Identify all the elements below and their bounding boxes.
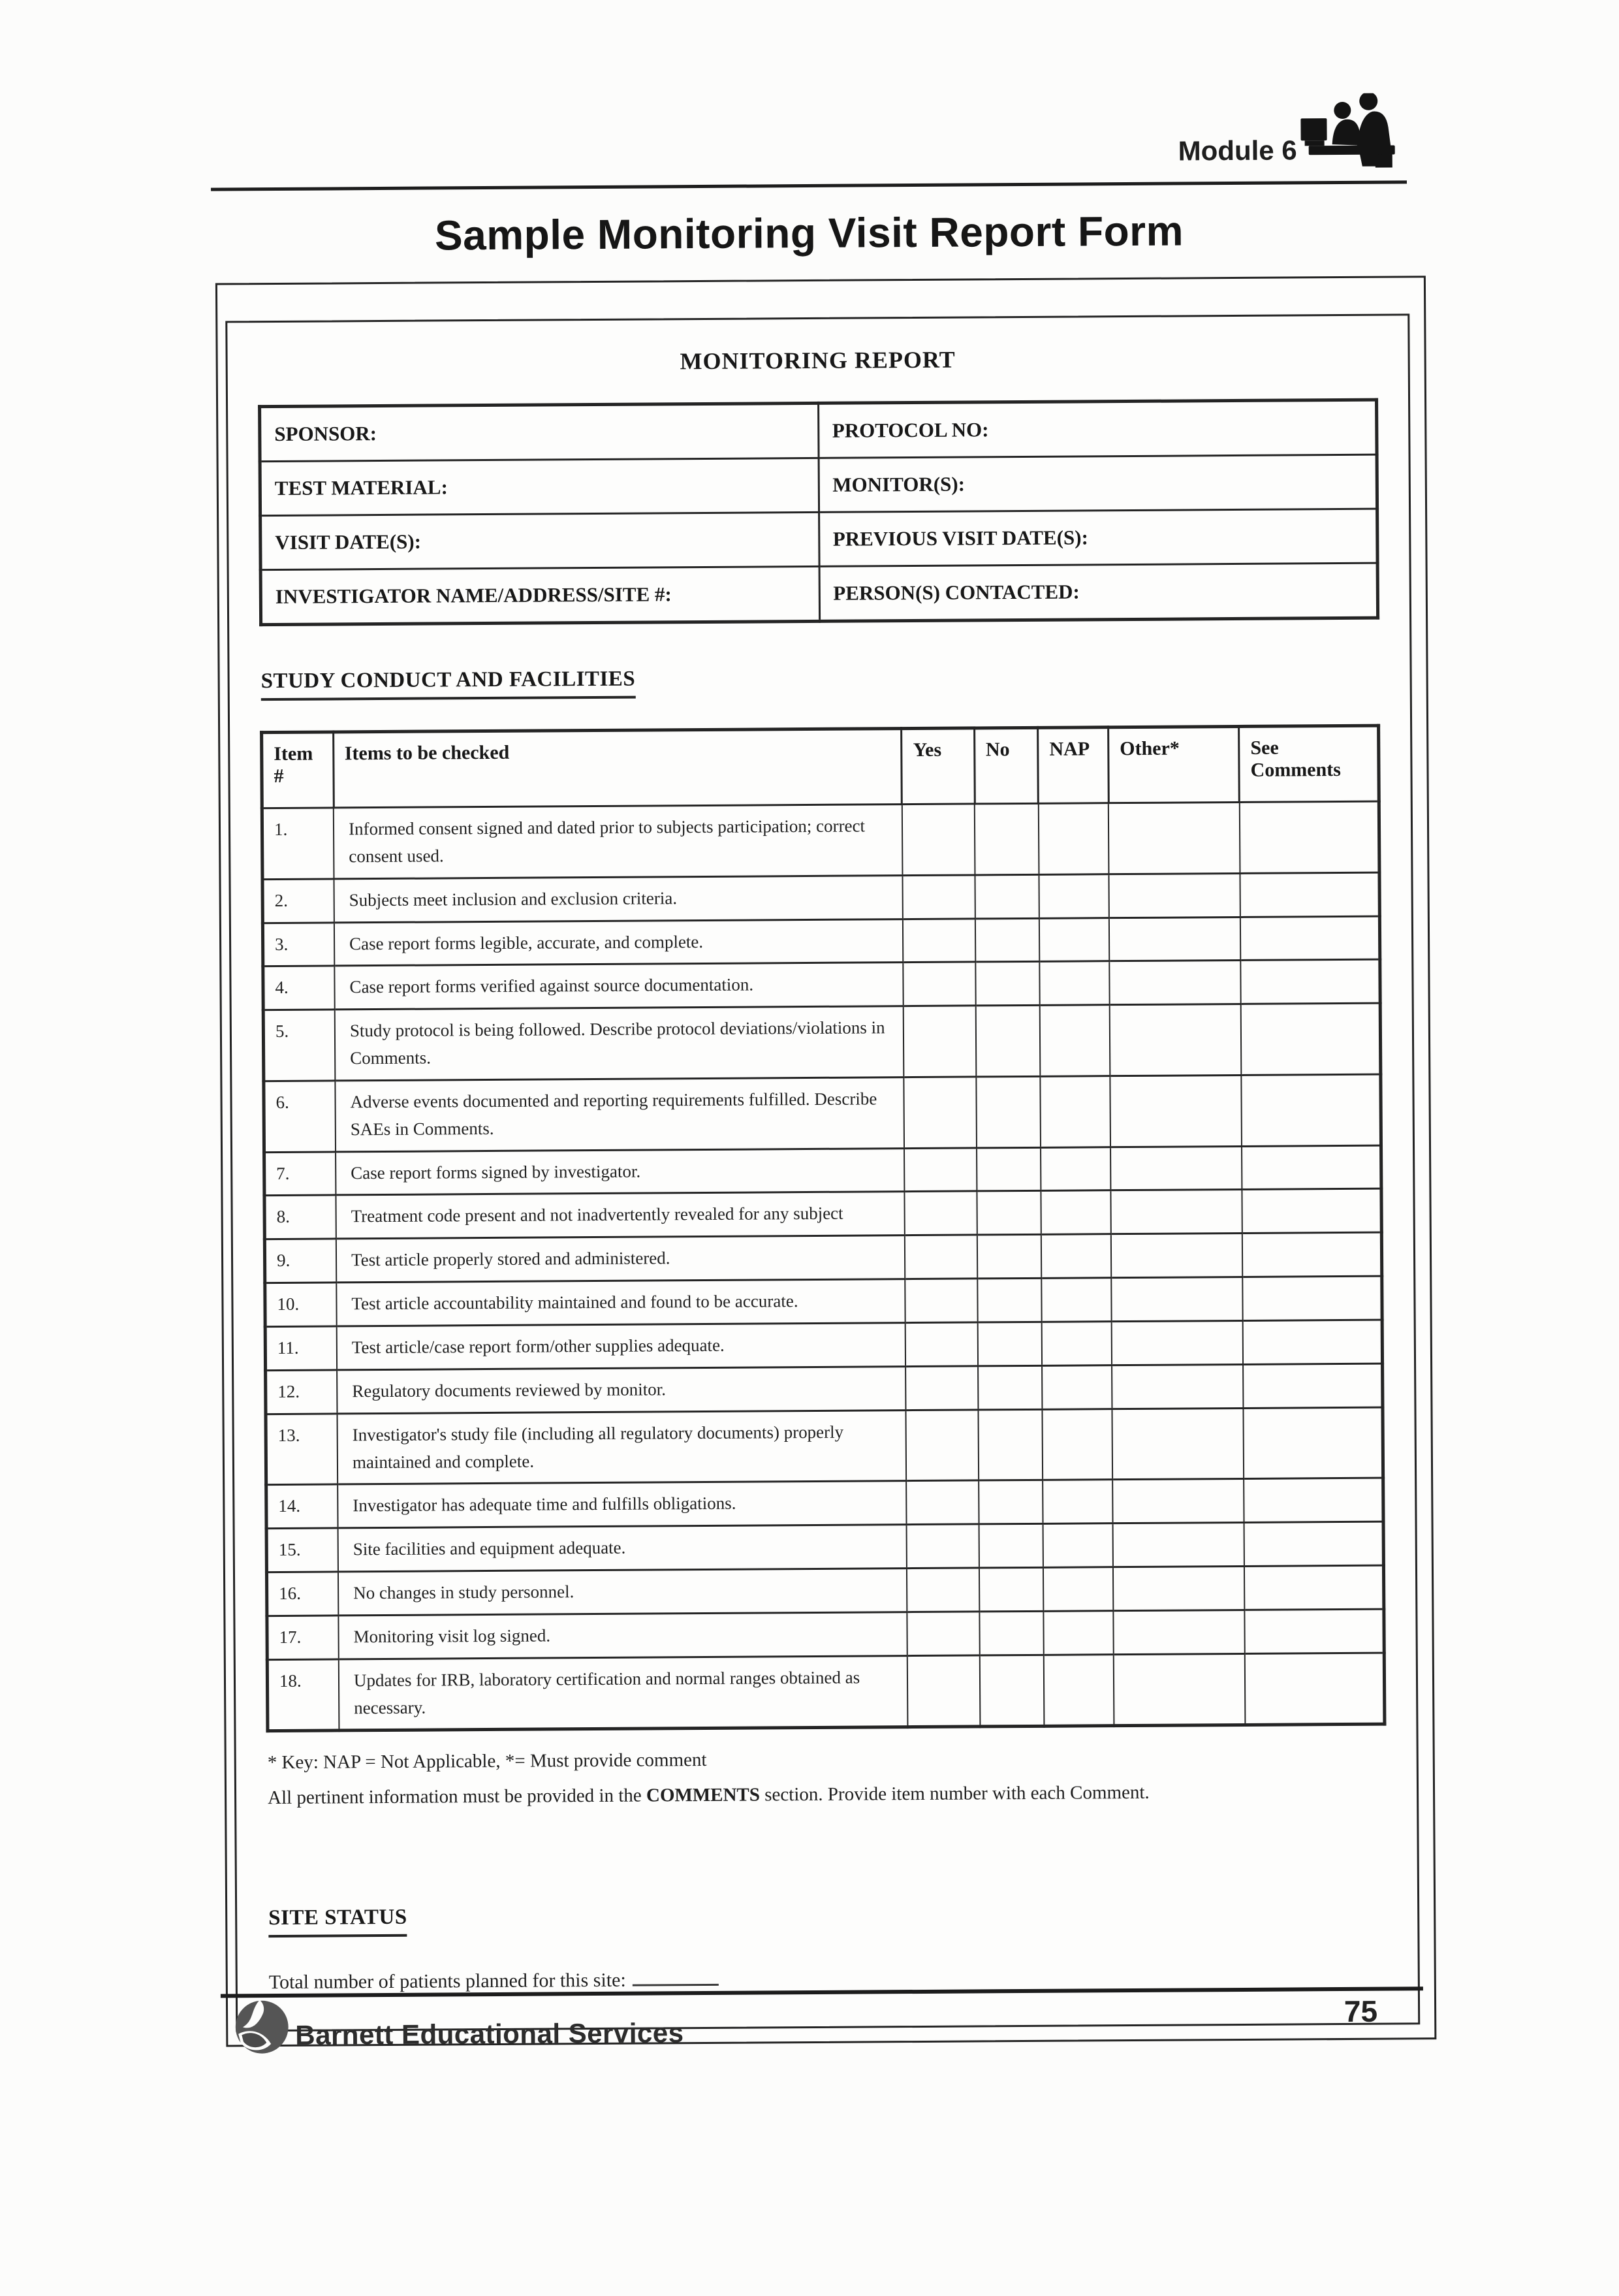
- checklist-header-row: [262, 725, 1379, 808]
- check-cell: [1114, 1653, 1245, 1726]
- check-cell: [905, 1322, 979, 1367]
- checklist-row: [262, 801, 1379, 879]
- check-cell: [1109, 917, 1240, 961]
- brand-logo-icon: [234, 1999, 291, 2056]
- check-cell: [1039, 961, 1110, 1006]
- check-cell: [1109, 873, 1240, 917]
- checklist-row: [267, 1653, 1385, 1731]
- report-fields-table: [258, 398, 1379, 626]
- check-cell: [976, 1076, 1040, 1147]
- check-cell: [902, 875, 975, 919]
- check-cell: [1043, 1567, 1114, 1612]
- check-cell: [905, 1366, 979, 1411]
- section-title-site-status: SITE STATUS: [268, 1905, 407, 1937]
- item-number: 6.: [264, 1081, 336, 1152]
- check-cell: [904, 1191, 977, 1236]
- check-cell: [1041, 1190, 1111, 1235]
- checklist-row: [265, 1276, 1382, 1326]
- checklist-row: [266, 1565, 1383, 1616]
- field-label: PREVIOUS VISIT DATE(S):: [819, 509, 1377, 566]
- checklist-row: [263, 960, 1380, 1010]
- col-header-yes: Yes: [902, 728, 975, 805]
- item-number: 10.: [265, 1283, 337, 1327]
- check-cell: [1112, 1408, 1244, 1480]
- check-cell: [905, 1235, 978, 1279]
- check-cell: [1038, 803, 1108, 874]
- check-cell: [1240, 872, 1379, 917]
- check-cell: [977, 1191, 1041, 1235]
- module-people-icon: [1299, 93, 1404, 172]
- item-text: Treatment code present and not inadvertently revealed for any subject: [336, 1192, 904, 1239]
- field-label: MONITOR(S):: [819, 454, 1377, 512]
- field-row: [260, 563, 1377, 624]
- check-cell: [975, 803, 1039, 874]
- check-cell: [904, 1077, 977, 1148]
- checklist-row: [266, 1407, 1383, 1485]
- check-cell: [1039, 917, 1110, 962]
- check-cell: [902, 804, 975, 875]
- item-number: 11.: [265, 1326, 337, 1371]
- check-cell: [979, 1567, 1043, 1611]
- item-text: Case report forms verified against source documentation.: [334, 963, 903, 1010]
- item-text: Updates for IRB, laboratory certification and normal ranges obtained as necessary.: [339, 1655, 908, 1730]
- check-cell: [975, 918, 1039, 962]
- checklist-row: [266, 1363, 1383, 1414]
- check-cell: [1041, 1278, 1112, 1322]
- item-number: 7.: [264, 1152, 336, 1196]
- check-cell: [1242, 1276, 1382, 1320]
- item-text: Adverse events documented and reporting requirements fulfilled. Describe SAEs in Comments.: [335, 1077, 904, 1152]
- check-cell: [1039, 874, 1109, 918]
- field-label: VISIT DATE(S):: [260, 512, 819, 569]
- form-outer-box: [215, 276, 1436, 2047]
- key-block: [268, 1739, 1387, 1816]
- check-cell: [1243, 1363, 1383, 1408]
- check-cell: [1042, 1409, 1112, 1480]
- fields-tbody: [260, 400, 1378, 624]
- checklist-row: [262, 872, 1379, 923]
- checklist-row: [264, 1074, 1381, 1152]
- item-text: Investigator has adequate time and fulfills obligations.: [338, 1481, 906, 1528]
- check-cell: [1040, 1076, 1110, 1147]
- total-patients-blank: [633, 1981, 719, 1986]
- check-cell: [1242, 1145, 1381, 1190]
- check-cell: [1043, 1480, 1113, 1524]
- item-text: Case report forms legible, accurate, and complete.: [334, 919, 903, 966]
- check-cell: [1240, 1003, 1381, 1075]
- item-number: 17.: [267, 1616, 339, 1660]
- check-cell: [1112, 1320, 1243, 1365]
- check-cell: [975, 962, 1039, 1006]
- item-number: 12.: [266, 1370, 338, 1414]
- item-number: 14.: [266, 1484, 338, 1529]
- check-cell: [906, 1524, 979, 1569]
- key-line-2-comments: COMMENTS: [646, 1784, 761, 1806]
- check-cell: [906, 1480, 979, 1525]
- item-text: Informed consent signed and dated prior to subjects participation; correct consent used.: [334, 805, 903, 879]
- check-cell: [903, 962, 976, 1006]
- checklist-row: [264, 1145, 1381, 1196]
- check-cell: [978, 1322, 1042, 1365]
- check-cell: [1113, 1523, 1244, 1567]
- check-cell: [1041, 1234, 1111, 1279]
- check-cell: [977, 1278, 1041, 1322]
- check-cell: [1039, 1005, 1110, 1076]
- check-cell: [1111, 1234, 1242, 1278]
- check-cell: [976, 1006, 1040, 1077]
- item-text: Study protocol is being followed. Describe protocol deviations/violations in Comments.: [335, 1006, 904, 1081]
- checklist-row: [263, 1003, 1381, 1081]
- key-line-2-pre: All pertinent information must be provided in the: [267, 1785, 647, 1809]
- check-cell: [979, 1524, 1043, 1568]
- check-cell: [1244, 1478, 1383, 1522]
- check-cell: [903, 918, 976, 963]
- check-cell: [1244, 1522, 1383, 1566]
- item-number: 15.: [266, 1528, 338, 1572]
- key-line-2-post: section. Provide item number with each Comment.: [759, 1781, 1150, 1806]
- check-cell: [1041, 1322, 1112, 1366]
- col-header-item-num: Item #: [262, 732, 334, 808]
- brand-row: [234, 1996, 684, 2055]
- check-cell: [1108, 802, 1240, 874]
- check-cell: [1240, 960, 1380, 1004]
- item-text: Case report forms signed by investigator.: [336, 1148, 904, 1195]
- item-text: Test article properly stored and administered.: [336, 1236, 905, 1283]
- checklist-tbody: [262, 801, 1385, 1731]
- item-number: 13.: [266, 1414, 338, 1485]
- check-cell: [978, 1365, 1042, 1409]
- field-label: INVESTIGATOR NAME/ADDRESS/SITE #:: [260, 566, 819, 624]
- item-number: 8.: [264, 1195, 336, 1239]
- check-cell: [907, 1568, 980, 1612]
- check-cell: [1110, 1146, 1242, 1190]
- check-cell: [977, 1147, 1041, 1191]
- checklist-row: [266, 1478, 1383, 1528]
- check-cell: [979, 1409, 1043, 1480]
- check-cell: [904, 1148, 977, 1192]
- check-cell: [1243, 1407, 1383, 1479]
- section-title-study-conduct: STUDY CONDUCT AND FACILITIES: [261, 667, 636, 701]
- check-cell: [980, 1655, 1044, 1727]
- item-text: Site facilities and equipment adequate.: [338, 1525, 907, 1572]
- item-text: Investigator's study file (including all regulatory documents) properly maintained and complete.: [337, 1410, 906, 1484]
- check-cell: [975, 874, 1039, 918]
- col-header-nap: NAP: [1038, 727, 1108, 804]
- page-number: 75: [1344, 1994, 1378, 2029]
- field-row: [260, 509, 1377, 569]
- key-line-1: * Key: NAP = Not Applicable, *= Must provide comment: [267, 1749, 707, 1774]
- item-number: 4.: [263, 966, 335, 1010]
- check-cell: [1244, 1565, 1384, 1610]
- check-cell: [1043, 1654, 1114, 1726]
- check-cell: [1110, 961, 1241, 1005]
- check-cell: [1042, 1365, 1112, 1409]
- field-label: PERSON(S) CONTACTED:: [819, 563, 1378, 621]
- field-row: [260, 454, 1377, 515]
- check-cell: [1244, 1653, 1385, 1725]
- checklist-row: [267, 1609, 1384, 1659]
- checklist-row: [265, 1320, 1382, 1370]
- item-text: Regulatory documents reviewed by monitor.: [337, 1366, 905, 1413]
- module-header: [1178, 93, 1404, 172]
- col-header-no: No: [974, 727, 1038, 804]
- check-cell: [1043, 1523, 1113, 1568]
- check-cell: [907, 1612, 980, 1656]
- item-number: 2.: [262, 879, 334, 923]
- check-cell: [1113, 1566, 1244, 1610]
- check-cell: [979, 1480, 1043, 1524]
- report-heading: MONITORING REPORT: [680, 346, 956, 375]
- check-cell: [1242, 1320, 1382, 1364]
- check-cell: [977, 1235, 1041, 1279]
- check-cell: [1110, 1075, 1242, 1147]
- item-text: Monitoring visit log signed.: [338, 1612, 907, 1659]
- checklist-row: [264, 1232, 1381, 1283]
- item-number: 9.: [264, 1239, 336, 1283]
- col-header-see-comments: See Comments: [1239, 725, 1379, 802]
- check-cell: [1111, 1190, 1242, 1234]
- check-cell: [1043, 1611, 1114, 1655]
- field-label: SPONSOR:: [260, 403, 819, 461]
- checklist-row: [264, 1189, 1381, 1239]
- check-cell: [1114, 1610, 1245, 1654]
- field-label: PROTOCOL NO:: [818, 400, 1377, 458]
- field-row: [260, 400, 1377, 461]
- check-cell: [905, 1410, 979, 1481]
- check-cell: [1241, 1074, 1381, 1146]
- header-rule: [211, 180, 1407, 191]
- item-number: 3.: [262, 922, 334, 966]
- brand-name: Barnett Educational Services: [295, 2017, 684, 2050]
- check-cell: [1242, 1232, 1381, 1277]
- checklist-table: [260, 724, 1386, 1733]
- checklist-row: [266, 1522, 1383, 1572]
- check-cell: [1244, 1609, 1384, 1653]
- check-cell: [905, 1279, 978, 1323]
- col-header-other: Other*: [1108, 726, 1240, 803]
- check-cell: [1112, 1364, 1243, 1409]
- form-inner-box: [225, 313, 1420, 2032]
- item-number: 16.: [266, 1572, 338, 1616]
- check-cell: [1112, 1277, 1243, 1322]
- check-cell: [979, 1611, 1043, 1655]
- check-cell: [1242, 1189, 1381, 1234]
- item-number: 1.: [262, 808, 334, 879]
- check-cell: [1041, 1147, 1111, 1191]
- check-cell: [1240, 916, 1379, 961]
- item-text: Test article accountability maintained and found to be accurate.: [336, 1279, 905, 1326]
- check-cell: [907, 1655, 981, 1727]
- item-number: 18.: [267, 1659, 339, 1731]
- checklist-row: [262, 916, 1379, 966]
- item-text: No changes in study personnel.: [338, 1569, 907, 1616]
- check-cell: [1110, 1004, 1241, 1076]
- field-label: TEST MATERIAL:: [260, 458, 819, 515]
- total-patients-label: Total number of patients planned for this site:: [268, 1969, 626, 1993]
- item-number: 5.: [263, 1010, 335, 1081]
- check-cell: [904, 1006, 977, 1077]
- check-cell: [1113, 1479, 1244, 1523]
- item-text: Test article/case report form/other supplies adequate.: [337, 1323, 905, 1370]
- page-title: Sample Monitoring Visit Report Form: [434, 207, 1184, 259]
- item-text: Subjects meet inclusion and exclusion criteria.: [334, 875, 902, 922]
- check-cell: [1239, 801, 1379, 873]
- module-label: Module 6: [1178, 135, 1297, 167]
- col-header-items: Items to be checked: [333, 729, 902, 808]
